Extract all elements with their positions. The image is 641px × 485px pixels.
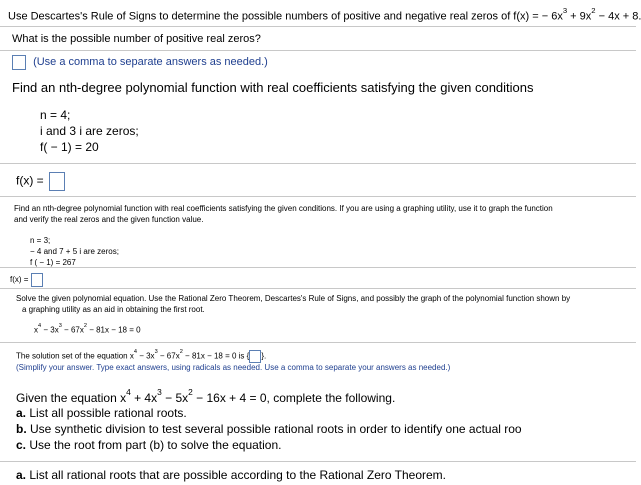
- q2-answer-row: [16, 172, 65, 191]
- q1-prompt-text: Use Descartes's Rule of Signs to determine the possible numbers of positive and negative real zeros of f(x) = − 6x: [8, 10, 563, 23]
- q3-condition-n: n = 3;: [30, 236, 51, 245]
- brace-close: }.: [261, 351, 267, 361]
- q5-item-c: [16, 438, 281, 452]
- divider: [0, 461, 636, 462]
- q4-eq-term: x: [34, 325, 38, 335]
- q5-given-text: − 16x + 4 = 0, complete the following.: [192, 391, 396, 405]
- q4-sol-text: − 81x − 18 = 0 is: [182, 351, 245, 361]
- q5-exp: 3: [157, 387, 162, 397]
- q5-part-text: List all rational roots that are possible according to the Rational Zero Theorem.: [26, 468, 447, 482]
- q1-question: What is the possible number of positive real zeros?: [12, 33, 261, 45]
- q2-title: Find an nth-degree polynomial function with real coefficients satisfying the given conditions: [12, 80, 534, 95]
- q5-item-b: [16, 422, 636, 436]
- q2-condition-n: n = 4;: [40, 108, 71, 122]
- q5-given-text: + 4x: [130, 391, 158, 405]
- q5-given-text: − 5x: [161, 391, 189, 405]
- q4-sol-exp: 4: [133, 348, 137, 355]
- q4-equation: [34, 325, 141, 335]
- q4-eq-exp: 2: [83, 323, 87, 329]
- q4-sol-text: − 67x: [157, 351, 180, 361]
- q1-prompt: [8, 8, 641, 23]
- q5-item-letter: b.: [16, 422, 27, 436]
- q3-condition-zeros: − 4 and 7 + 5 i are zeros;: [30, 247, 119, 256]
- q4-title-line2: a graphing utility as an aid in obtaining the first root.: [22, 305, 205, 314]
- q4-sol-text: − 3x: [136, 351, 155, 361]
- q4-sol-text: The solution set of the equation x: [16, 351, 134, 361]
- q4-sol-exp: 3: [154, 348, 158, 355]
- divider: [0, 26, 636, 27]
- divider: [0, 196, 636, 197]
- divider: [0, 163, 636, 164]
- divider: [0, 342, 636, 343]
- q4-eq-term: − 3x: [41, 325, 59, 335]
- q3-answer-row: [10, 273, 43, 287]
- q5-item-text: Use synthetic division to test several possible rational roots in order to identify one actual roo: [26, 422, 522, 436]
- q5-item-text: Use the root from part (b) to solve the equation.: [26, 438, 282, 452]
- q1-answer-input[interactable]: [12, 55, 26, 70]
- q4-eq-term: − 81x − 18 = 0: [86, 325, 141, 335]
- divider: [0, 267, 636, 268]
- q3-answer-input[interactable]: [31, 273, 43, 287]
- q4-eq-exp: 3: [58, 323, 62, 329]
- q5-item-letter: a.: [16, 406, 27, 420]
- q4-hint: (Simplify your answer. Type exact answers, using radicals as needed. Use a comma to separate your answers as needed.): [16, 363, 451, 372]
- q2-condition-zeros: i and 3 i are zeros;: [40, 124, 139, 138]
- q5-item-a: [16, 406, 187, 420]
- q4-answer-input[interactable]: [246, 350, 261, 363]
- q2-condition-value: f( − 1) = 20: [40, 140, 99, 154]
- divider: [0, 288, 636, 289]
- q5-given-text: Given the equation x: [16, 391, 127, 405]
- q1-prompt-mid: + 9x: [567, 10, 592, 23]
- q1-exp: 2: [591, 6, 596, 15]
- q5-part-a: [16, 468, 446, 482]
- q5-exp: 4: [126, 387, 131, 397]
- divider: [0, 50, 636, 51]
- q3-title-line1: Find an nth-degree polynomial function with real coefficients satisfying the given conditions. If you are using a graphing utility, use it to graph the function: [14, 204, 553, 213]
- q1-answer-row: [12, 55, 268, 70]
- q4-title-line1: Solve the given polynomial equation. Use the Rational Zero Theorem, Descartes's Rule of Signs, and possibly the graph of the polynomial function shown by: [16, 294, 571, 303]
- q4-solution-row: [16, 350, 266, 363]
- q3-answer-label: f(x) =: [10, 275, 29, 285]
- q4-sol-exp: 2: [179, 348, 183, 355]
- q5-given: [16, 389, 395, 405]
- q1-exp: 3: [562, 6, 568, 15]
- q3-condition-value: f ( − 1) = 267: [30, 258, 76, 267]
- q5-exp: 2: [188, 387, 193, 397]
- q2-answer-input[interactable]: [49, 172, 65, 191]
- q4-eq-term: − 67x: [61, 325, 84, 335]
- q1-hint: (Use a comma to separate answers as needed.): [33, 56, 268, 69]
- q2-answer-label: f(x) =: [16, 173, 44, 188]
- q5-part-letter: a.: [16, 468, 27, 482]
- q4-eq-exp: 4: [38, 323, 42, 329]
- brace-open: {: [246, 351, 250, 361]
- q3-title-line2: and verify the real zeros and the given function value.: [14, 215, 204, 224]
- q1-prompt-end: − 4x + 8.: [595, 10, 641, 23]
- q5-item-letter: c.: [16, 438, 27, 452]
- q5-item-text: List all possible rational roots.: [26, 406, 187, 420]
